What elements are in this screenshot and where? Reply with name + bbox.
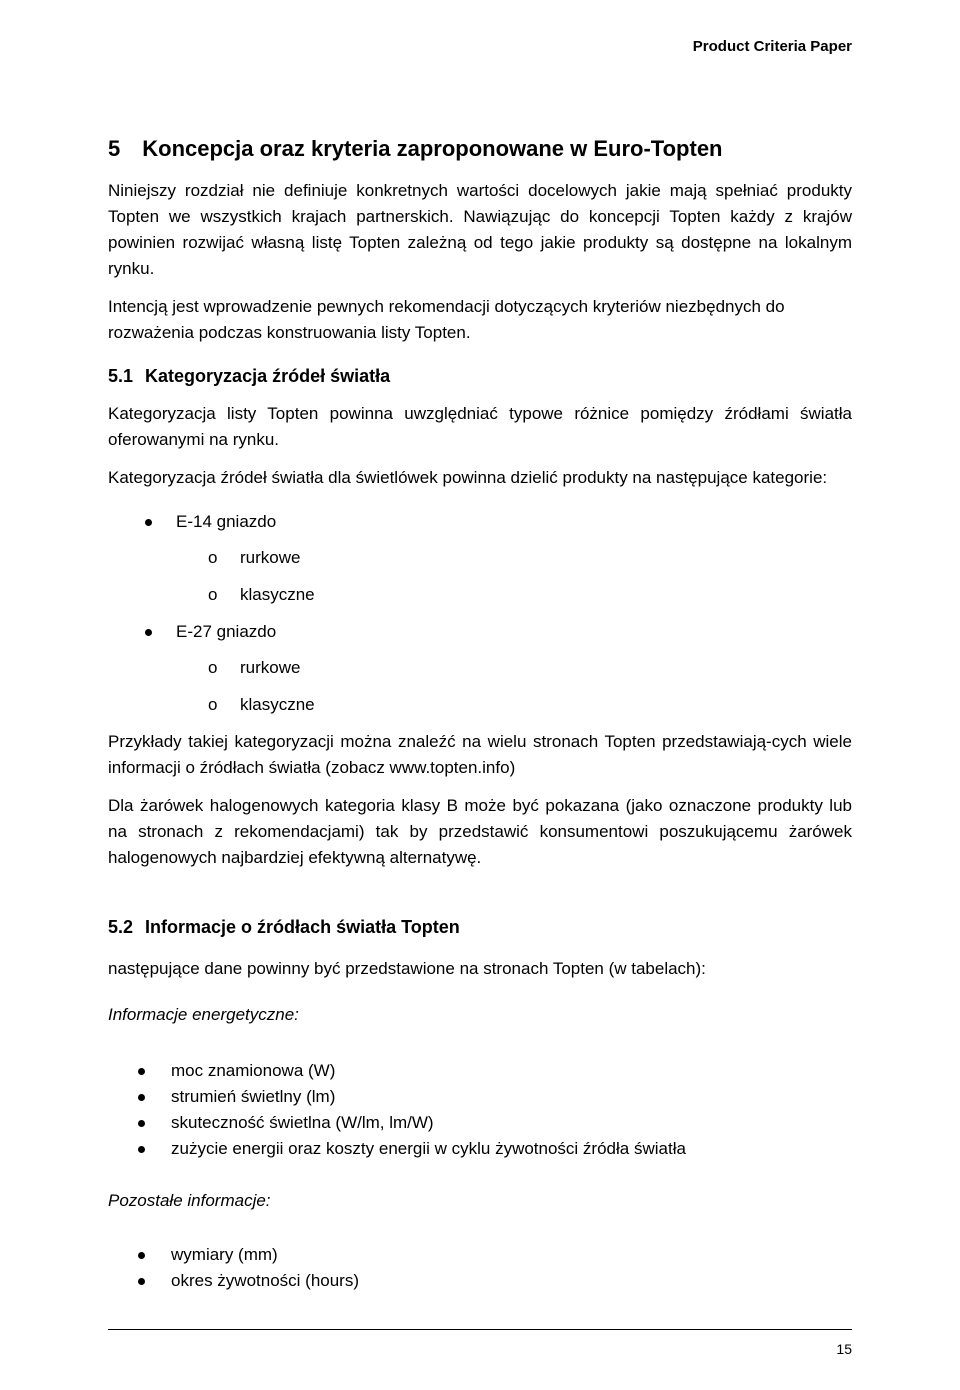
section-number: 5.1	[108, 366, 134, 386]
paragraph: następujące dane powinny być przedstawione na stronach Topten (w tabelach):	[108, 959, 706, 978]
bullet-icon	[138, 1094, 145, 1101]
circle-bullet-icon: o	[208, 548, 218, 567]
page-number: 15	[836, 1341, 852, 1357]
energy-info-list	[108, 1058, 852, 1162]
bullet-icon	[138, 1278, 145, 1285]
circle-bullet-icon: o	[208, 585, 218, 604]
list-item	[108, 619, 852, 718]
section-title: Kategoryzacja źródeł światła	[145, 366, 391, 386]
list-item-label: rurkowe	[240, 548, 301, 567]
list-item	[108, 1136, 852, 1162]
paragraph: Niniejszy rozdział nie definiuje konkretnych wartości docelowych jakie mają spełniać produkty Topten we wszystkich krajach partnerskich. Nawiązując do koncepcji Topten każdy z krajów powinien rozwijać własną listę Topten zależną od tego jakie produkty są dostępne na lokalnym rynku.	[108, 181, 852, 278]
bullet-icon	[145, 519, 152, 526]
list-item	[108, 692, 852, 718]
footer-divider	[108, 1329, 852, 1330]
paragraph: Kategoryzacja źródeł światła dla świetlówek powinna dzielić produkty na następujące kategorie:	[108, 468, 828, 487]
list-item-label: moc znamionowa (W)	[171, 1061, 336, 1080]
energy-info-heading: Informacje energetyczne:	[108, 1005, 299, 1024]
list-item-label: E-14 gniazdo	[176, 512, 277, 531]
list-item	[108, 1110, 852, 1136]
bullet-icon	[138, 1252, 145, 1259]
bullet-icon	[145, 629, 152, 636]
other-info-list	[108, 1242, 852, 1294]
category-list	[108, 509, 852, 718]
list-item	[108, 1268, 852, 1294]
paragraph: Kategoryzacja listy Topten powinna uwzględniać typowe różnice pomiędzy źródłami światła oferowanymi na rynku.	[108, 404, 852, 449]
list-item	[108, 582, 852, 608]
section-number: 5	[108, 136, 121, 161]
sub-list	[176, 655, 852, 718]
paragraph: Dla żarówek halogenowych kategoria klasy B może być pokazana (jako oznaczone produkty lub na stronach z rekomendacjami) tak by przedstawić konsumentowi poszukującemu żarówek halogenowych najbardziej efektywną alternatywę.	[108, 796, 852, 867]
list-item-label: okres żywotności (hours)	[171, 1271, 360, 1290]
bullet-icon	[138, 1146, 145, 1153]
list-item-label: rurkowe	[240, 658, 301, 677]
list-item-label: klasyczne	[240, 695, 315, 714]
section-title: Informacje o źródłach światła Topten	[145, 917, 460, 937]
list-item-label: E-27 gniazdo	[176, 622, 277, 641]
list-item	[108, 655, 852, 681]
section-5-2-heading	[108, 917, 852, 938]
page-header: Product Criteria Paper	[692, 38, 852, 55]
circle-bullet-icon: o	[208, 658, 218, 677]
circle-bullet-icon: o	[208, 695, 218, 714]
list-item	[108, 1058, 852, 1084]
section-title: Koncepcja oraz kryteria zaproponowane w Euro-Topten	[142, 136, 723, 161]
list-item-label: skuteczność świetlna (W/lm, lm/W)	[171, 1113, 434, 1132]
sub-list	[176, 545, 852, 608]
list-item-label: klasyczne	[240, 585, 315, 604]
list-item-label: strumień świetlny (lm)	[171, 1087, 336, 1106]
paragraph: Intencją jest wprowadzenie pewnych rekomendacji dotyczących kryteriów niezbędnych do rozważenia podczas konstruowania listy Topten.	[108, 297, 785, 342]
paragraph: Przykłady takiej kategoryzacji można znaleźć na wielu stronach Topten przedstawiają-cych wiele informacji o źródłach światła (zobacz www.topten.info)	[108, 732, 852, 777]
list-item-label: wymiary (mm)	[171, 1245, 278, 1264]
list-item	[108, 545, 852, 571]
bullet-icon	[138, 1120, 145, 1127]
section-5-1-heading	[108, 366, 852, 387]
list-item	[108, 509, 852, 608]
section-number: 5.2	[108, 917, 134, 937]
list-item	[108, 1084, 852, 1110]
bullet-icon	[138, 1068, 145, 1075]
page-content	[108, 136, 852, 1294]
section-5-heading	[108, 136, 852, 162]
list-item	[108, 1242, 852, 1268]
list-item-label: zużycie energii oraz koszty energii w cyklu żywotności źródła światła	[171, 1139, 686, 1158]
other-info-heading: Pozostałe informacje:	[108, 1191, 271, 1210]
